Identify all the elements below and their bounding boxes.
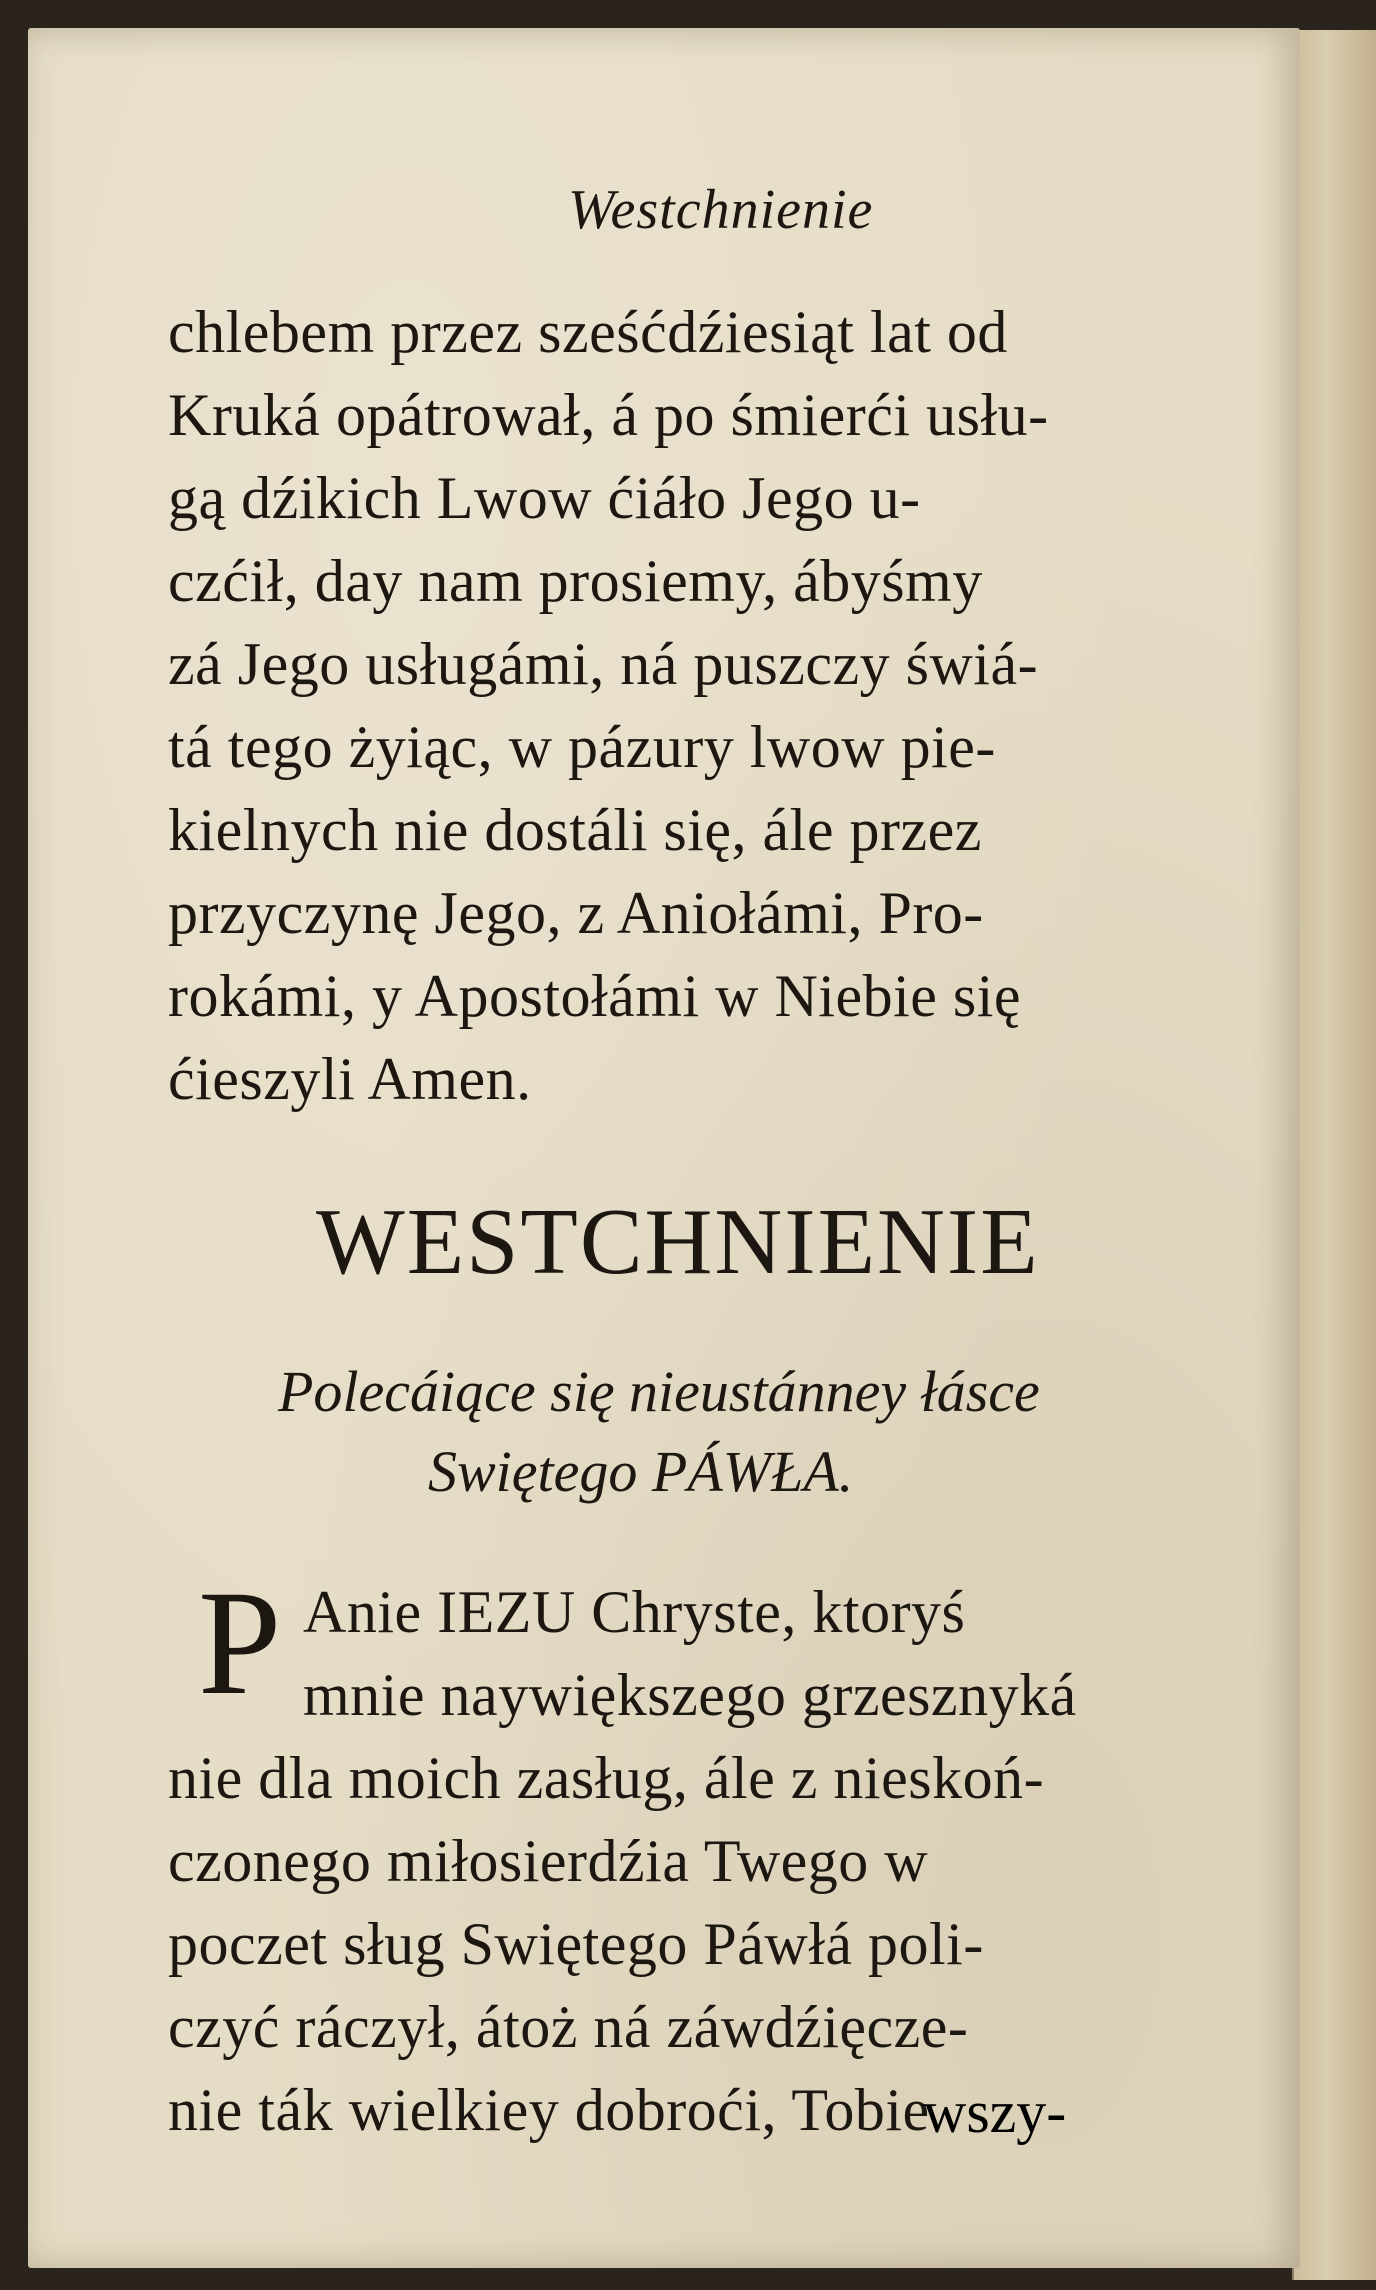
text-line: gą dźikich Lwow ćiáło Jego u- [168, 465, 921, 531]
text-line: czonego miłosierdźia Twego w [168, 1828, 929, 1894]
text-line: nie ták wielkiey dobroći, Tobie [168, 2077, 930, 2143]
text-line: tá tego żyiąc, w pázury lwow pie- [168, 714, 996, 780]
running-head: Westchnienie [568, 179, 874, 241]
text-line: mnie naywiększego grzesznyká [303, 1662, 1077, 1728]
text-line: czćił, day nam prosiemy, ábyśmy [168, 548, 983, 614]
book-page [28, 28, 1300, 2268]
section-heading: WESTCHNIENIE [316, 1190, 1040, 1294]
text-line: nie dla moich zasług, ále z nieskoń- [168, 1745, 1045, 1811]
text-line: poczet sług Swiętego Páwłá poli- [168, 1911, 984, 1977]
section-subheading: Polecáiące się nieustánney łásce [278, 1359, 1040, 1424]
text-line: ćieszyli Amen. [168, 1046, 532, 1112]
drop-cap: P [198, 1560, 282, 1726]
text-line: chlebem przez sześćdźiesiąt lat od [168, 299, 1008, 365]
section-subheading: Swiętego PÁWŁA. [428, 1439, 854, 1504]
catchword: wszy- [923, 2079, 1067, 2145]
text-line: rokámi, y Apostołámi w Niebie się [168, 963, 1022, 1029]
next-page-edge [1292, 30, 1376, 2280]
text-line: Anie IEZU Chryste, ktoryś [303, 1579, 966, 1645]
text-line: Kruká opátrował, á po śmierći usłu- [168, 382, 1049, 448]
text-line: kielnych nie dostáli się, ále przez [168, 797, 982, 863]
text-line: zá Jego usługámi, ná puszczy świá- [168, 631, 1039, 697]
text-line: czyć ráczył, átoż ná záwdźięcze- [168, 1994, 969, 2060]
text-line: przyczynę Jego, z Aniołámi, Pro- [168, 880, 984, 946]
